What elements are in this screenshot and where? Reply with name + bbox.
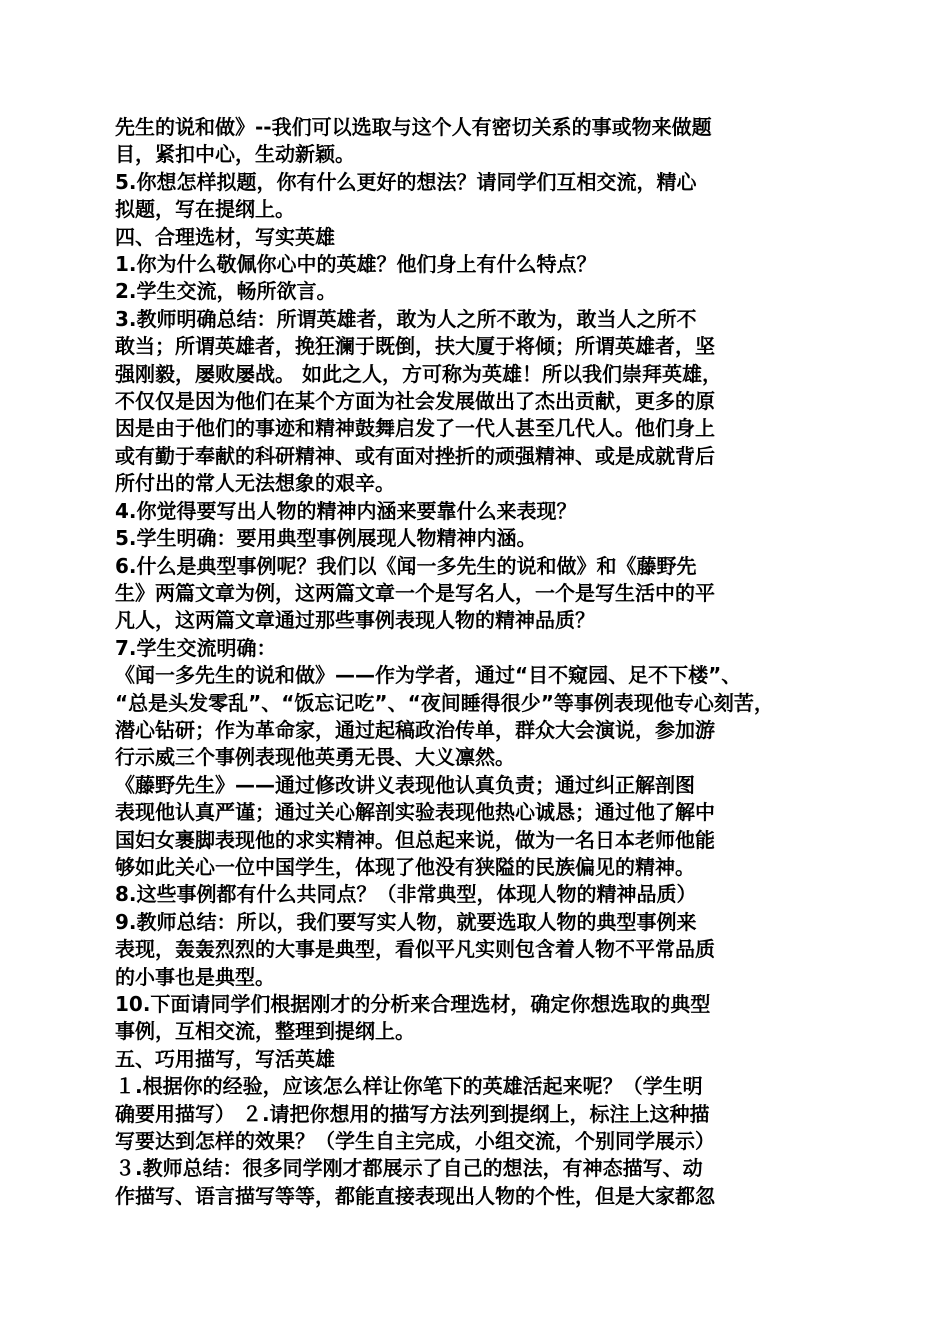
text-line: 或有勤于奉献的科研精神、或有面对挫折的顽强精神、或是成就背后 bbox=[115, 443, 715, 468]
text-line: 目，紧扣中心，生动新颖。 bbox=[115, 142, 355, 167]
text-line: １.根据你的经验，应该怎么样让你笔下的英雄活起来呢？（学生明 bbox=[115, 1074, 703, 1099]
text-line: 2.学生交流，畅所欲言。 bbox=[115, 279, 337, 304]
text-line: 国妇女裹脚表现他的求实精神。但总起来说，做为一名日本老师他能 bbox=[115, 827, 715, 852]
text-line: 生》两篇文章为例，这两篇文章一个是写名人，一个是写生活中的平 bbox=[115, 580, 715, 605]
text-line: 因是由于他们的事迹和精神鼓舞启发了一代人甚至几代人。他们身上 bbox=[115, 416, 715, 441]
text-line: ３.教师总结：很多同学刚才都展示了自己的想法，有神态描写、动 bbox=[115, 1156, 703, 1181]
text-line: 1.你为什么敬佩你心中的英雄？他们身上有什么特点？ bbox=[115, 252, 597, 277]
text-line: 写要达到怎样的效果？（学生自主完成，小组交流，个别同学展示） bbox=[115, 1129, 715, 1154]
section-heading: 五、巧用描写，写活英雄 bbox=[115, 1046, 335, 1071]
text-line: 确要用描写） ２.请把你想用的描写方法列到提纲上，标注上这种描 bbox=[115, 1101, 710, 1126]
text-line: 9.教师总结：所以，我们要写实人物，就要选取人物的典型事例来 bbox=[115, 909, 697, 934]
text-line: 拟题，写在提纲上。 bbox=[115, 197, 295, 222]
text-line: 10.下面请同学们根据刚才的分析来合理选材，确定你想选取的典型 bbox=[115, 992, 711, 1016]
text-line: 7.学生交流明确： bbox=[115, 635, 277, 660]
text-line: “总是头发零乱”、“饭忘记吃”、“夜间睡得很少”等事例表现他专心刻苦， bbox=[115, 690, 774, 715]
text-line: 所付出的常人无法想象的艰辛。 bbox=[115, 471, 395, 496]
text-line: 5.你想怎样拟题，你有什么更好的想法？请同学们互相交流，精心 bbox=[115, 169, 697, 194]
text-line: 《闻一多先生的说和做》——作为学者，通过“目不窥园、足不下楼”、 bbox=[115, 663, 742, 688]
text-line: 3.教师明确总结：所谓英雄者，敢为人之所不敢为，敢当人之所不 bbox=[115, 306, 697, 331]
text-line: 《藤野先生》——通过修改讲义表现他认真负责；通过纠正解剖图 bbox=[115, 772, 695, 797]
text-line: 不仅仅是因为他们在某个方面为社会发展做出了杰出贡献，更多的原 bbox=[115, 389, 715, 414]
text-line: 够如此关心一位中国学生，体现了他没有狭隘的民族偏见的精神。 bbox=[115, 854, 695, 879]
text-line: 先生的说和做》--我们可以选取与这个人有密切关系的事或物来做题 bbox=[115, 115, 712, 139]
section-heading: 四、合理选材，写实英雄 bbox=[115, 224, 335, 249]
text-line: 潜心钻研；作为革命家，通过起稿政治传单，群众大会演说，参加游 bbox=[115, 717, 715, 742]
text-line: 8.这些事例都有什么共同点？（非常典型，体现人物的精神品质） bbox=[115, 882, 697, 907]
text-line: 表现，轰轰烈烈的大事是典型，看似平凡实则包含着人物不平常品质 bbox=[115, 937, 715, 962]
text-line: 的小事也是典型。 bbox=[115, 964, 275, 989]
text-line: 作描写、语言描写等等，都能直接表现出人物的个性，但是大家都忽 bbox=[115, 1183, 715, 1208]
text-line: 强刚毅，屡败屡战。 如此之人，方可称为英雄！所以我们崇拜英雄， bbox=[115, 361, 722, 386]
text-line: 6.什么是典型事例呢？我们以《闻一多先生的说和做》和《藤野先 bbox=[115, 553, 697, 578]
text-line: 4.你觉得要写出人物的精神内涵来要靠什么来表现？ bbox=[115, 498, 577, 523]
text-line: 行示威三个事例表现他英勇无畏、大义凛然。 bbox=[115, 745, 515, 770]
text-line: 敢当；所谓英雄者，挽狂澜于既倒，扶大厦于将倾；所谓英雄者，坚 bbox=[115, 334, 715, 359]
text-line: 事例，互相交流，整理到提纲上。 bbox=[115, 1019, 415, 1044]
text-line: 表现他认真严谨；通过关心解剖实验表现他热心诚恳；通过他了解中 bbox=[115, 800, 715, 825]
text-line: 5.学生明确：要用典型事例展现人物精神内涵。 bbox=[115, 526, 537, 551]
text-line: 凡人，这两篇文章通过那些事例表现人物的精神品质？ bbox=[115, 608, 595, 633]
body-text bbox=[115, 114, 840, 1210]
